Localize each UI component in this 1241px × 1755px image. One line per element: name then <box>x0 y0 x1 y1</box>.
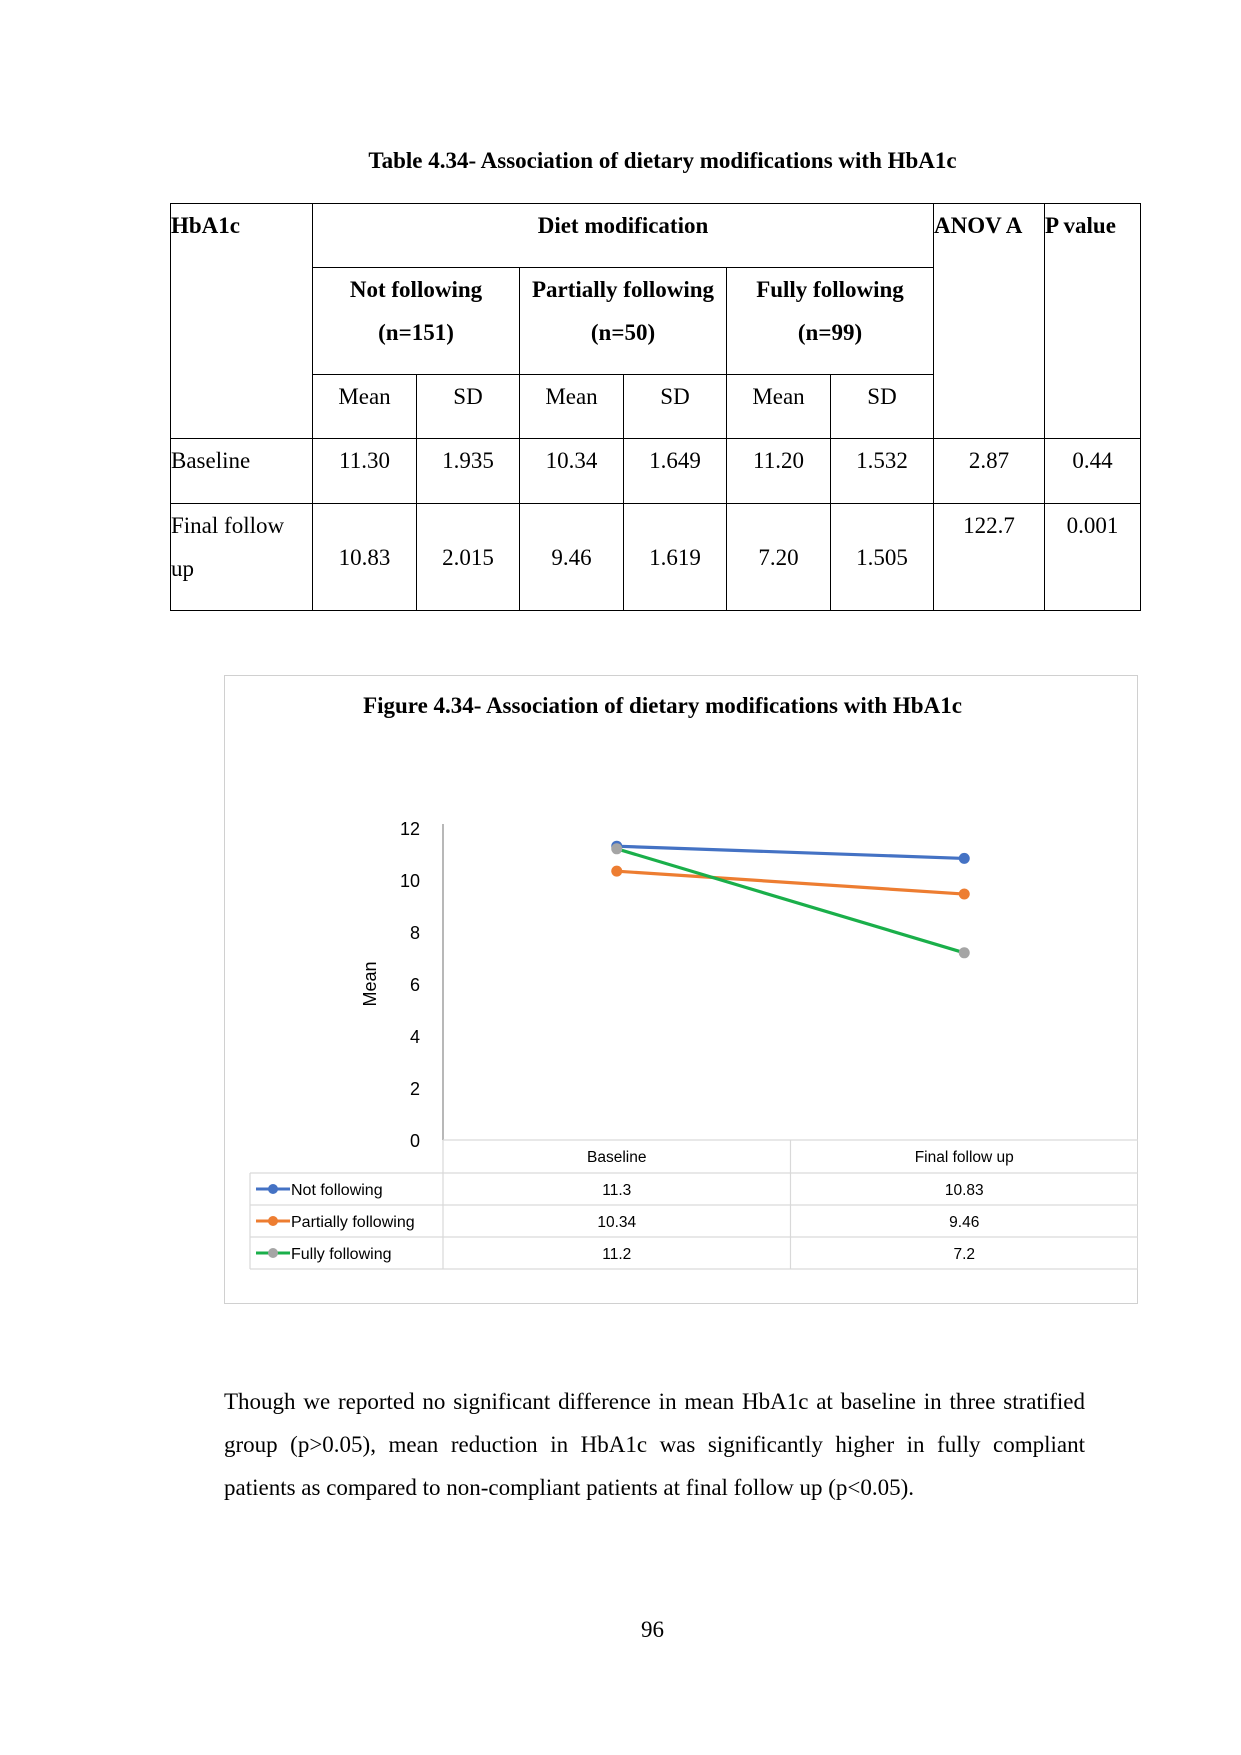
p-value-header: P value <box>1045 204 1141 439</box>
y-tick-label: 4 <box>409 1027 420 1047</box>
p-value-cell: 0.001 <box>1045 504 1141 611</box>
mean-subheader: Mean <box>313 375 417 439</box>
diet-modification-header: Diet modification <box>313 204 934 268</box>
table-cell: 11.20 <box>727 439 831 504</box>
series-lines <box>611 841 970 959</box>
hba1c-header: HbA1c <box>171 204 313 439</box>
data-point <box>959 853 970 864</box>
table-cell: 2.015 <box>417 504 520 611</box>
data-point <box>959 889 970 900</box>
anova-header: ANOV A <box>934 204 1045 439</box>
table-cell: 11.30 <box>313 439 417 504</box>
group-header-not-following: Not following (n=151) <box>313 268 520 375</box>
data-label: 10.83 <box>944 1182 984 1199</box>
legend-marker <box>268 1184 278 1194</box>
p-value-cell: 0.44 <box>1045 439 1141 504</box>
body-paragraph: Though we reported no significant difference in mean HbA1c at baseline in three stratified group (p>0.05), mean reduction in HbA1c was significantly higher in fully compliant patients as compared to non-compliant patients at final follow up (p<0.05). <box>224 1389 1085 1500</box>
y-tick-label: 10 <box>399 871 420 891</box>
table-cell: 9.46 <box>520 504 624 611</box>
table-cell: 1.532 <box>831 439 934 504</box>
x-category-label: Final follow up <box>914 1149 1014 1166</box>
figure-caption: Figure 4.34- Association of dietary modifications with HbA1c <box>363 693 962 718</box>
legend-marker <box>268 1248 278 1258</box>
group-header-partially-following: Partially following (n=50) <box>520 268 727 375</box>
y-tick-label: 8 <box>409 923 420 943</box>
data-point <box>959 947 970 958</box>
series-line <box>617 871 965 894</box>
table-cell: 1.649 <box>624 439 727 504</box>
mean-subheader: Mean <box>520 375 624 439</box>
legend-marker <box>268 1216 278 1226</box>
sd-subheader: SD <box>831 375 934 439</box>
table-cell: 10.83 <box>313 504 417 611</box>
table-row <box>171 504 1141 611</box>
data-label: 11.3 <box>602 1182 632 1199</box>
table-caption: Table 4.34- Association of dietary modifications with HbA1c <box>368 148 957 173</box>
y-tick-label: 6 <box>409 975 420 995</box>
legend-label: Partially following <box>291 1214 415 1231</box>
data-point <box>611 843 622 854</box>
results-table <box>170 203 1141 611</box>
table-cell: 1.619 <box>624 504 727 611</box>
line-chart <box>224 675 1138 1304</box>
legend-label: Not following <box>291 1182 383 1199</box>
y-tick-label: 2 <box>409 1079 420 1099</box>
data-label: 10.34 <box>597 1214 637 1231</box>
sd-subheader: SD <box>624 375 727 439</box>
y-axis <box>360 819 443 1151</box>
anova-cell: 122.7 <box>934 504 1045 611</box>
series-line <box>617 846 965 858</box>
sd-subheader: SD <box>417 375 520 439</box>
data-label: 7.2 <box>953 1246 976 1263</box>
anova-cell: 2.87 <box>934 439 1045 504</box>
x-category-label: Baseline <box>587 1149 647 1166</box>
row-label: Final follow up <box>171 504 313 611</box>
chart-data-table <box>250 1140 1138 1269</box>
row-label: Baseline <box>171 439 313 504</box>
mean-subheader: Mean <box>727 375 831 439</box>
table-cell: 1.505 <box>831 504 934 611</box>
series-line <box>617 849 965 953</box>
data-point <box>611 866 622 877</box>
table-cell: 7.20 <box>727 504 831 611</box>
data-label: 9.46 <box>949 1214 980 1231</box>
y-tick-label: 12 <box>399 819 420 839</box>
table-row <box>171 439 1141 504</box>
y-tick-label: 0 <box>409 1131 420 1151</box>
legend-label: Fully following <box>291 1246 392 1263</box>
group-header-fully-following: Fully following (n=99) <box>727 268 934 375</box>
y-axis-title: Mean <box>360 961 380 1007</box>
page-number: 96 <box>641 1617 664 1642</box>
table-cell: 10.34 <box>520 439 624 504</box>
data-label: 11.2 <box>602 1246 632 1263</box>
table-cell: 1.935 <box>417 439 520 504</box>
